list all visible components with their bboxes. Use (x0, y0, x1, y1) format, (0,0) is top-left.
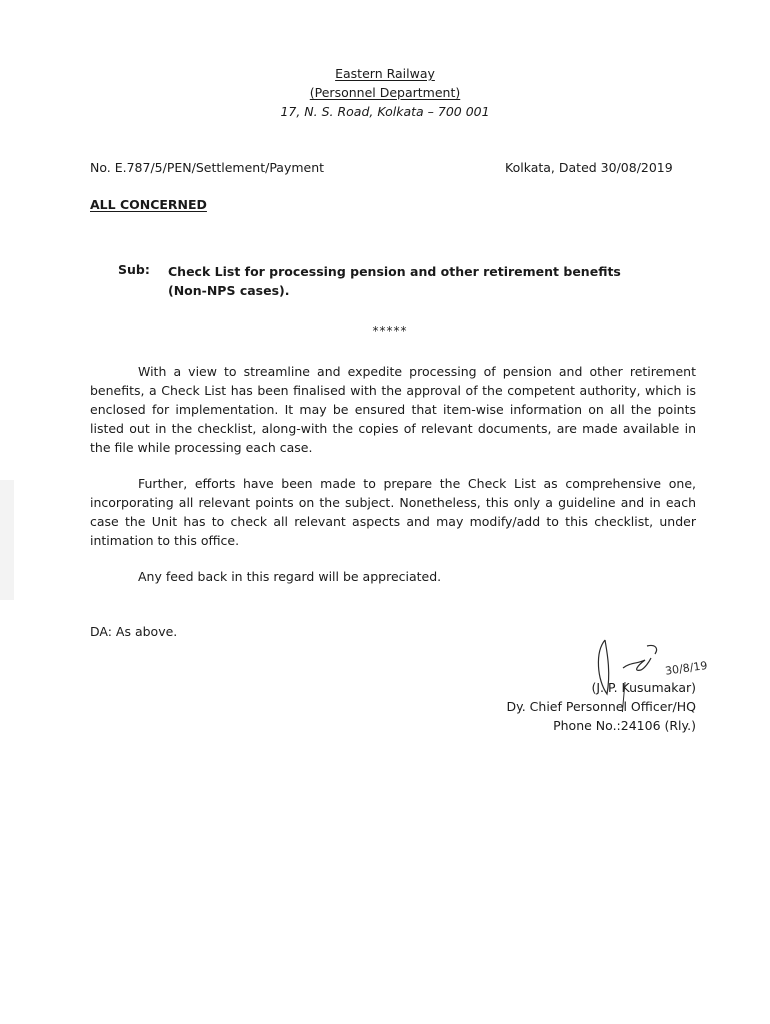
scan-speck (0, 480, 14, 600)
letterhead-address: 17, N. S. Road, Kolkata – 700 001 (280, 104, 490, 119)
addressee: ALL CONCERNED (90, 197, 207, 212)
signatory-designation: Dy. Chief Personnel Officer/HQ (506, 699, 696, 714)
signatory-phone: Phone No.:24106 (Rly.) (553, 718, 696, 733)
subject-label: Sub: (118, 262, 150, 277)
enclosure-note: DA: As above. (90, 624, 178, 639)
subject-text (168, 262, 621, 300)
subject-line-2: (Non-NPS cases). (168, 283, 290, 298)
signature-date: 30/8/19 (664, 658, 709, 678)
reference-number: No. E.787/5/PEN/Settlement/Payment (90, 160, 325, 175)
letterhead-dept: (Personnel Department) (309, 85, 461, 100)
signatory-name: (J. P. Kusumakar) (591, 680, 696, 695)
letterhead-org: Eastern Railway (335, 66, 435, 81)
paragraph-2: Further, efforts have been made to prepare the Check List as comprehensive one, incorporating all relevant points on the subject. Nonetheless, this only a guideline and in each case the Unit has to check all relevant aspects and may modify/add to this checklist, under intimation to this office. (90, 476, 696, 548)
separator: ***** (372, 324, 408, 338)
signatory-block (470, 678, 696, 735)
subject-line-1: Check List for processing pension and other retirement benefits (168, 264, 621, 279)
paragraph-1: With a view to streamline and expedite processing of pension and other retirement benefits, a Check List has been finalised with the approval of the competent authority, which is enclosed for implementation. It may be ensured that item-wise information on all the points listed out in the checklist, along-with the copies of relevant documents, are made available in the file while processing each case. (90, 364, 696, 455)
paragraph-3: Any feed back in this regard will be appreciated. (138, 569, 442, 584)
reference-date: Kolkata, Dated 30/08/2019 (505, 160, 673, 175)
